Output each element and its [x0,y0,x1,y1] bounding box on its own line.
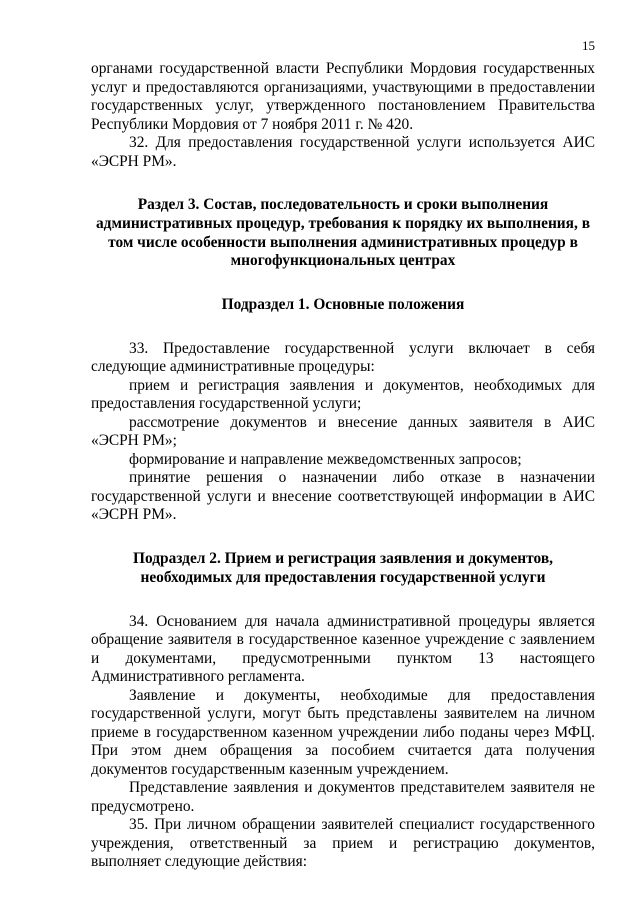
subsection-1-heading: Подраздел 1. Основные положения [221,296,465,314]
paragraph-33-item-3: формирование и направление межведомственных запросов; [129,450,522,468]
subsection-2-heading: Подраздел 2. Прием и регистрация заявления и документов, необходимых для предоставления государственной услуги [133,549,553,586]
paragraph-34-detail-2: Представление заявления и документов представителем заявителя не предусмотрено. [91,779,595,815]
spacer [91,315,595,340]
page-content [91,60,595,872]
spacer [91,588,595,613]
paragraph-33-item-1: прием и регистрация заявления и документов, необходимых для предоставления государственной услуги; [91,376,595,413]
paragraph-35: 35. При личном обращении заявителей специалист государственного учреждения, ответственный за прием и регистрацию документов, выполняет следующие действия: [91,816,595,871]
paragraph-33: 33. Предоставление государственной услуги включает в себя следующие административные процедуры: [91,339,595,376]
paragraph-continuation: органами государственной власти Республики Мордовия государственных услуг и предоставляются организациями, участвующими в предоставлении государственных услуг, утвержденного постановлением Правительства Республики Мордовия от 7 ноября 2011 г. № 420. [91,60,595,133]
paragraph-33-item-2: рассмотрение документов и внесение данных заявителя в АИС «ЭСРН РМ»; [91,413,595,450]
spacer [91,525,595,550]
paragraph-32: 32. Для предоставления государственной услуги используется АИС «ЭСРН РМ». [91,134,595,170]
spacer [91,271,595,296]
paragraph-33-item-4: принятие решения о назначении либо отказе в назначении государственной услуги и внесение соответствующей информации в АИС «ЭСРН РМ». [91,469,595,524]
paragraph-34-detail-1: Заявление и документы, необходимые для предоставления государственной услуги, могут быть представлены заявителем на личном приеме в государственном казенном учреждении либо поданы через МФЦ. При этом днем обращения за пособием считается дата получения документов государственным казенным учреждением. [91,686,595,778]
spacer [91,171,595,196]
section-3-heading: Раздел 3. Состав, последовательность и сроки выполнения административных процедур, требования к порядку их выполнения, в том числе особенности выполнения административных процедур в многофункциональных центрах [95,196,591,270]
paragraph-34: 34. Основанием для начала административной процедуры является обращение заявителя в государственное казенное учреждение с заявлением и документами, предусмотренными пунктом 13 настоящего Административного регламента. [91,612,595,686]
page-number: 15 [582,38,595,53]
